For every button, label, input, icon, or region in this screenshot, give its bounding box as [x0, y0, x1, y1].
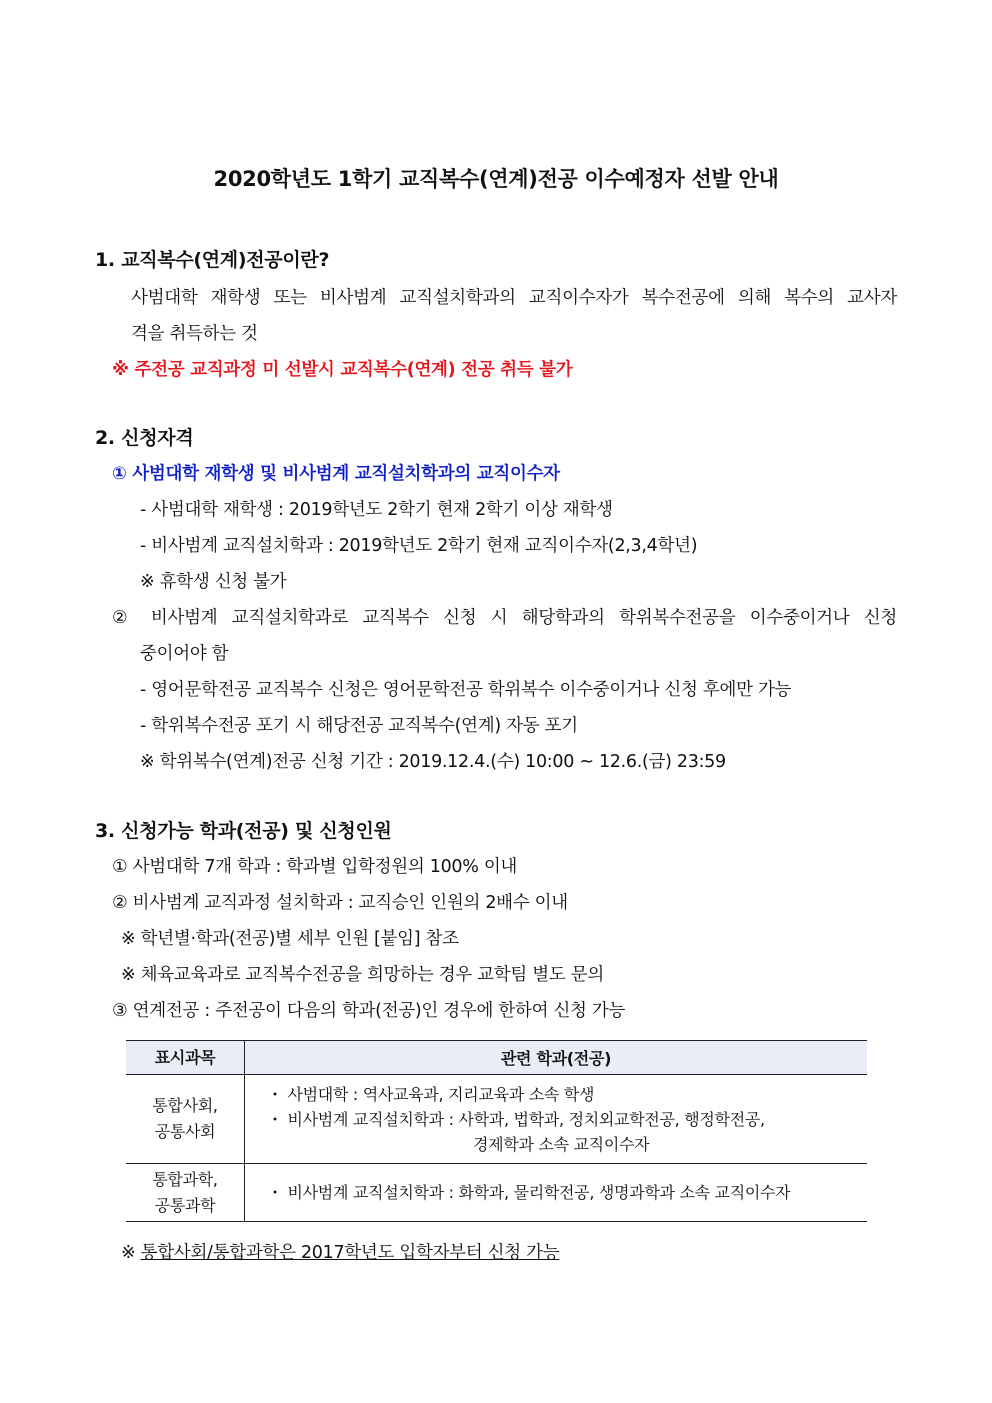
section3-item3: ③ 연계전공 : 주전공이 다음의 학과(전공)인 경우에 한하여 신청 가능 — [112, 1001, 626, 1021]
section1-heading: 1. 교직복수(연계)전공이란? — [95, 249, 330, 271]
section2-item1: ① 사범대학 재학생 및 비사범계 교직설치학과의 교직이수자 — [112, 464, 560, 484]
section3-heading: 3. 신청가능 학과(전공) 및 신청인원 — [95, 820, 392, 842]
table-cell-departments — [245, 1075, 868, 1164]
subject-line: 통합과학, — [152, 1169, 218, 1189]
section3-note2: ※ 체육교육과로 교직복수전공을 희망하는 경우 교학팀 별도 문의 — [121, 965, 604, 985]
section2-item2-line2: 중이어야 함 — [140, 644, 229, 664]
table-cell-subject — [126, 1075, 245, 1164]
section1-warning: ※ 주전공 교직과정 미 선발시 교직복수(연계) 전공 취득 불가 — [112, 360, 573, 380]
footer-note-mark: ※ — [121, 1243, 136, 1263]
table-row — [126, 1075, 867, 1164]
section3-item2: ② 비사범계 교직과정 설치학과 : 교직승인 인원의 2배수 이내 — [112, 893, 568, 913]
subject-line: 통합사회, — [152, 1096, 218, 1115]
dept-line: 경제학과 소속 교직이수자 — [473, 1134, 650, 1154]
table-header-departments: 관련 학과(전공) — [245, 1041, 868, 1075]
dept-line: ・ 비사범계 교직설치학과 : 화학과, 물리학전공, 생명과학과 소속 교직이수자 — [267, 1183, 791, 1202]
footer-note-text: 통합사회/통합과학은 2017학년도 입학자부터 신청 가능 — [140, 1243, 560, 1263]
section3-note1: ※ 학년별·학과(전공)별 세부 인원 [붙임] 참조 — [121, 929, 459, 949]
section2-item2-note: ※ 학위복수(연계)전공 신청 기간 : 2019.12.4.(수) 10:00 ~ 12.6.(금) 23:59 — [140, 752, 726, 772]
table-cell-departments — [245, 1164, 868, 1222]
dept-line: ・ 사범대학 : 역사교육과, 지리교육과 소속 학생 — [267, 1084, 595, 1104]
section2-item1-note: ※ 휴학생 신청 불가 — [140, 572, 287, 592]
table-row — [126, 1164, 867, 1222]
section1-desc-line1: 사범대학 재학생 또는 비사범계 교직설치학과의 교직이수자가 복수전공에 의해 복수의 교사자 — [131, 288, 897, 308]
section2-item1-sub1: - 사범대학 재학생 : 2019학년도 2학기 현재 2학기 이상 재학생 — [140, 500, 613, 520]
section2-item2-line1: ② 비사범계 교직설치학과로 교직복수 신청 시 해당학과의 학위복수전공을 이수중이거나 신청 — [112, 608, 897, 628]
section2-item2-sub2: - 학위복수전공 포기 시 해당전공 교직복수(연계) 자동 포기 — [140, 716, 578, 736]
related-departments-table — [126, 1040, 867, 1222]
section1-desc-line2: 격을 취득하는 것 — [131, 324, 258, 344]
subject-line: 공통사회 — [154, 1122, 216, 1141]
section3-item1: ① 사범대학 7개 학과 : 학과별 입학정원의 100% 이내 — [112, 857, 518, 877]
section2-heading: 2. 신청자격 — [95, 427, 194, 449]
footer-note — [121, 1239, 559, 1264]
dept-line: ・ 비사범계 교직설치학과 : 사학과, 법학과, 정치외교학전공, 행정학전공, — [267, 1109, 765, 1129]
section2-item1-sub2: - 비사범계 교직설치학과 : 2019학년도 2학기 현재 교직이수자(2,3,4학년) — [140, 536, 698, 556]
table-header-row — [126, 1041, 867, 1075]
document-title: 2020학년도 1학기 교직복수(연계)전공 이수예정자 선발 안내 — [213, 167, 779, 191]
table-cell-subject — [126, 1164, 245, 1222]
subject-line: 공통과학 — [154, 1195, 216, 1215]
section2-item2-sub1: - 영어문학전공 교직복수 신청은 영어문학전공 학위복수 이수중이거나 신청 후에만 가능 — [140, 680, 792, 700]
table-header-subject: 표시과목 — [126, 1041, 245, 1075]
